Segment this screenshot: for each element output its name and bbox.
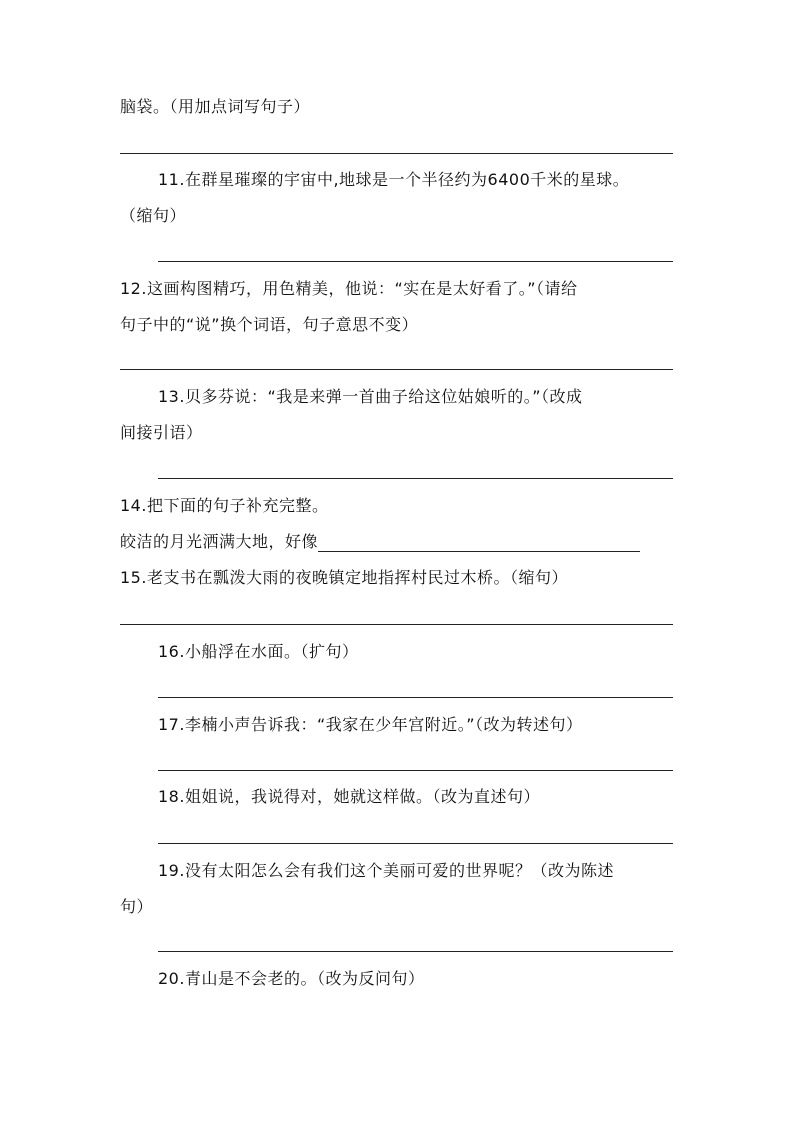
q12-text: 12.这画构图精巧，用色精美，他说：“实在是太好看了。”（请给 <box>120 279 578 298</box>
q15-answer-line[interactable] <box>120 624 673 625</box>
q10-answer-line[interactable] <box>120 153 673 154</box>
q18-answer-line[interactable] <box>158 843 673 844</box>
q10-tail: 脑袋。（用加点词写句子） <box>120 97 311 116</box>
q14-blank[interactable] <box>318 533 640 552</box>
q16-text: 16.小船浮在水面。（扩句） <box>158 642 359 661</box>
q18-text: 18.姐姐说，我说得对，她就这样做。（改为直述句） <box>158 787 540 806</box>
q13-text-cont: 间接引语） <box>120 423 203 442</box>
q17-text: 17.李楠小声告诉我：“我家在少年宫附近。”（改为转述句） <box>158 715 583 734</box>
q11-text: 11.在群星璀璨的宇宙中,地球是一个半径约为6400千米的星球。 <box>158 170 630 189</box>
q11-instruction: （缩句） <box>120 206 187 225</box>
q14-title: 14.把下面的句子补充完整。 <box>120 496 329 515</box>
q13-answer-line[interactable] <box>158 478 673 479</box>
q13-text: 13.贝多芬说：“我是来弹一首曲子给这位姑娘听的。”（改成 <box>158 387 583 406</box>
q12-text-cont: 句子中的“说”换个词语，句子意思不变） <box>120 315 419 334</box>
q16-answer-line[interactable] <box>158 697 673 698</box>
q15-text: 15.老支书在瓢泼大雨的夜晚镇定地指挥村民过木桥。（缩句） <box>120 568 568 587</box>
q17-answer-line[interactable] <box>158 770 673 771</box>
q19-text-cont: 句） <box>120 897 154 916</box>
q12-answer-line[interactable] <box>120 369 673 370</box>
q19-answer-line[interactable] <box>158 951 673 952</box>
q11-answer-line[interactable] <box>158 261 673 262</box>
q19-text: 19.没有太阳怎么会有我们这个美丽可爱的世界呢？（改为陈述 <box>158 861 614 880</box>
q20-text: 20.青山是不会老的。（改为反问句） <box>158 969 425 988</box>
q14-prompt: 皎洁的月光洒满大地，好像 <box>120 532 319 551</box>
q14-sentence <box>120 532 640 552</box>
